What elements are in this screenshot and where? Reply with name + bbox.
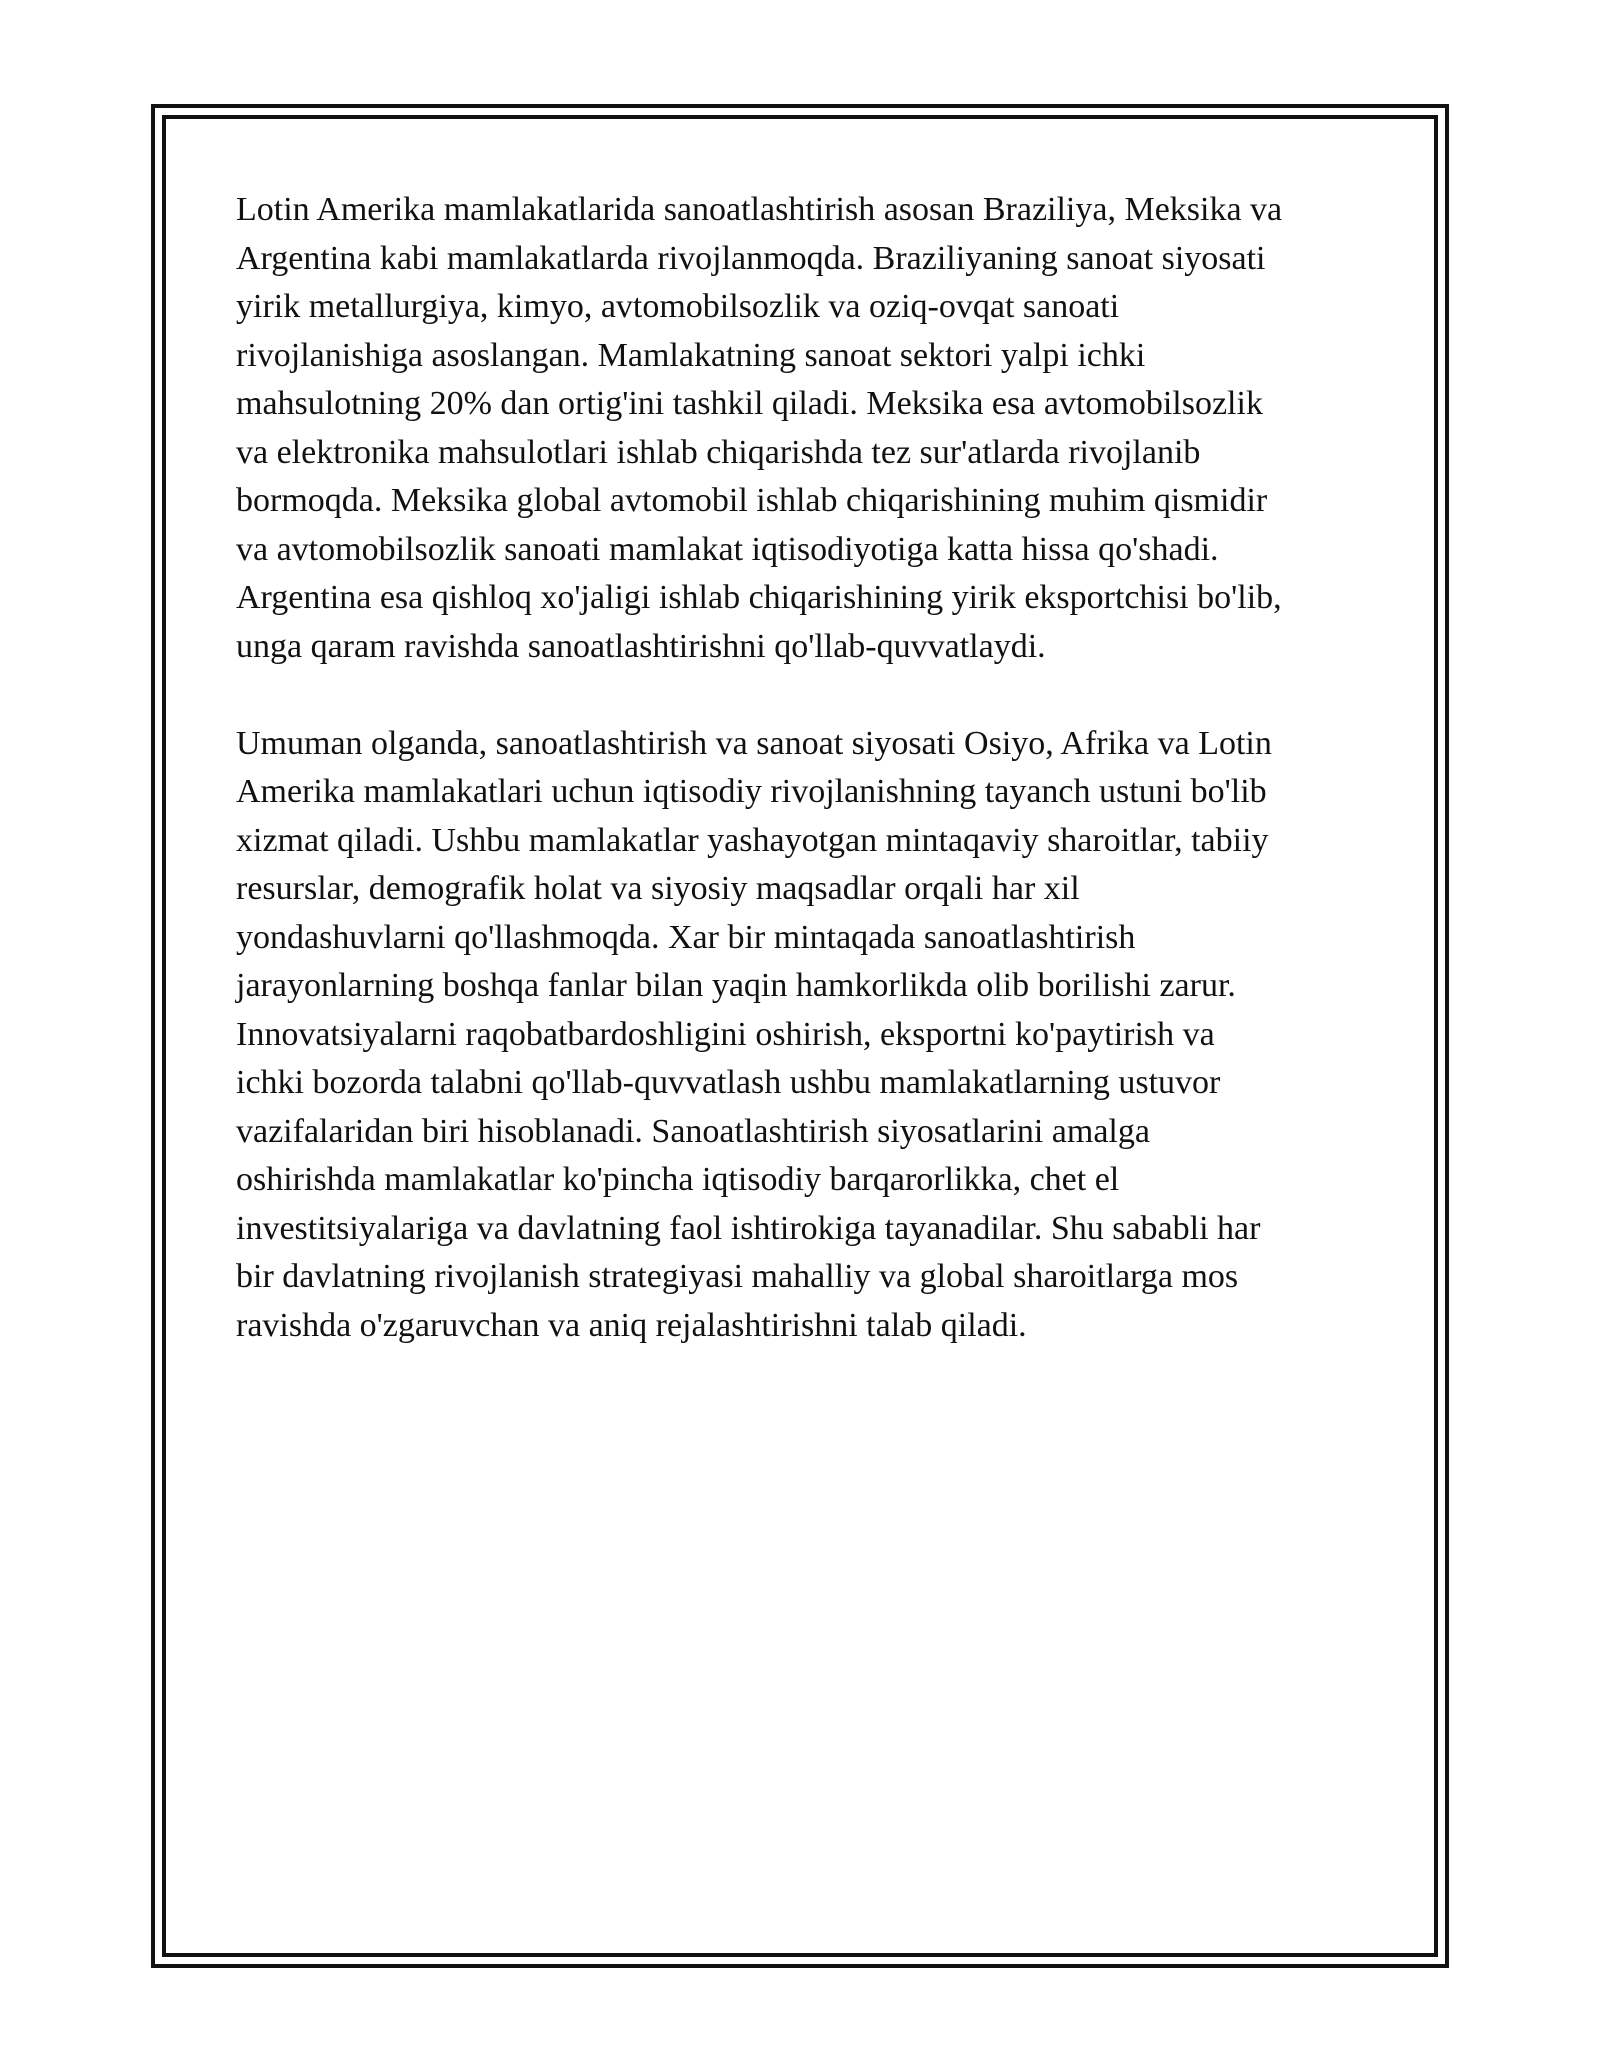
paragraph-conclusion: Umuman olganda, sanoatlashtirish va sanoat siyosati Osiyo, Afrika va Lotin Amerika mamlakatlari uchun iqtisodiy rivojlanishning tayanch ustuni bo'lib xizmat qiladi. Ushbu mamlakatlar yashayotgan mintaqaviy sharoitlar, tabiiy resurslar, demografik holat va siyosiy maqsadlar orqali har xil yondashuvlarni qo'llashmoqda. Xar bir mintaqada sanoatlashtirish jarayonlarning boshqa fanlar bilan yaqin hamkorlikda olib borilishi zarur. Innovatsiyalarni raqobatbardoshligini oshirish, eksportni ko'paytirish va ichki bozorda talabni qo'llab-quvvatlash ushbu mamlakatlarning ustuvor vazifalaridan biri hisoblanadi. Sanoatlashtirish siyosatlarini amalga oshirishda mamlakatlar ko'pincha iqtisodiy barqarorlikka, chet el investitsiyalariga va davlatning faol ishtirokiga tayanadilar. Shu sababli har bir davlatning rivojlanish strategiyasi mahalliy va global sharoitlarga mos ravishda o'zgaruvchan va aniq rejalashtirishni talab qiladi.: [236, 724, 1272, 1344]
paragraph-latin-america: Lotin Amerika mamlakatlarida sanoatlashtirish asosan Braziliya, Meksika va Argentina kabi mamlakatlarda rivojlanmoqda. Braziliyaning sanoat siyosati yirik metallurgiya, kimyo, avtomobilsozlik va oziq-ovqat sanoati rivojlanishiga asoslangan. Mamlakatning sanoat sektori yalpi ichki mahsulotning 20% dan ortig'ini tashkil qiladi. Meksika esa avtomobilsozlik va elektronika mahsulotlari ishlab chiqarishda tez sur'atlarda rivojlanib bormoqda. Meksika global avtomobil ishlab chiqarishining muhim qismidir va avtomobilsozlik sanoati mamlakat iqtisodiyotiga katta hissa qo'shadi. Argentina esa qishloq xo'jaligi ishlab chiqarishining yirik eksportchisi bo'lib, unga qaram ravishda sanoatlashtirishni qo'llab-quvvatlaydi.: [236, 191, 1283, 665]
document-body: [236, 186, 1376, 1350]
